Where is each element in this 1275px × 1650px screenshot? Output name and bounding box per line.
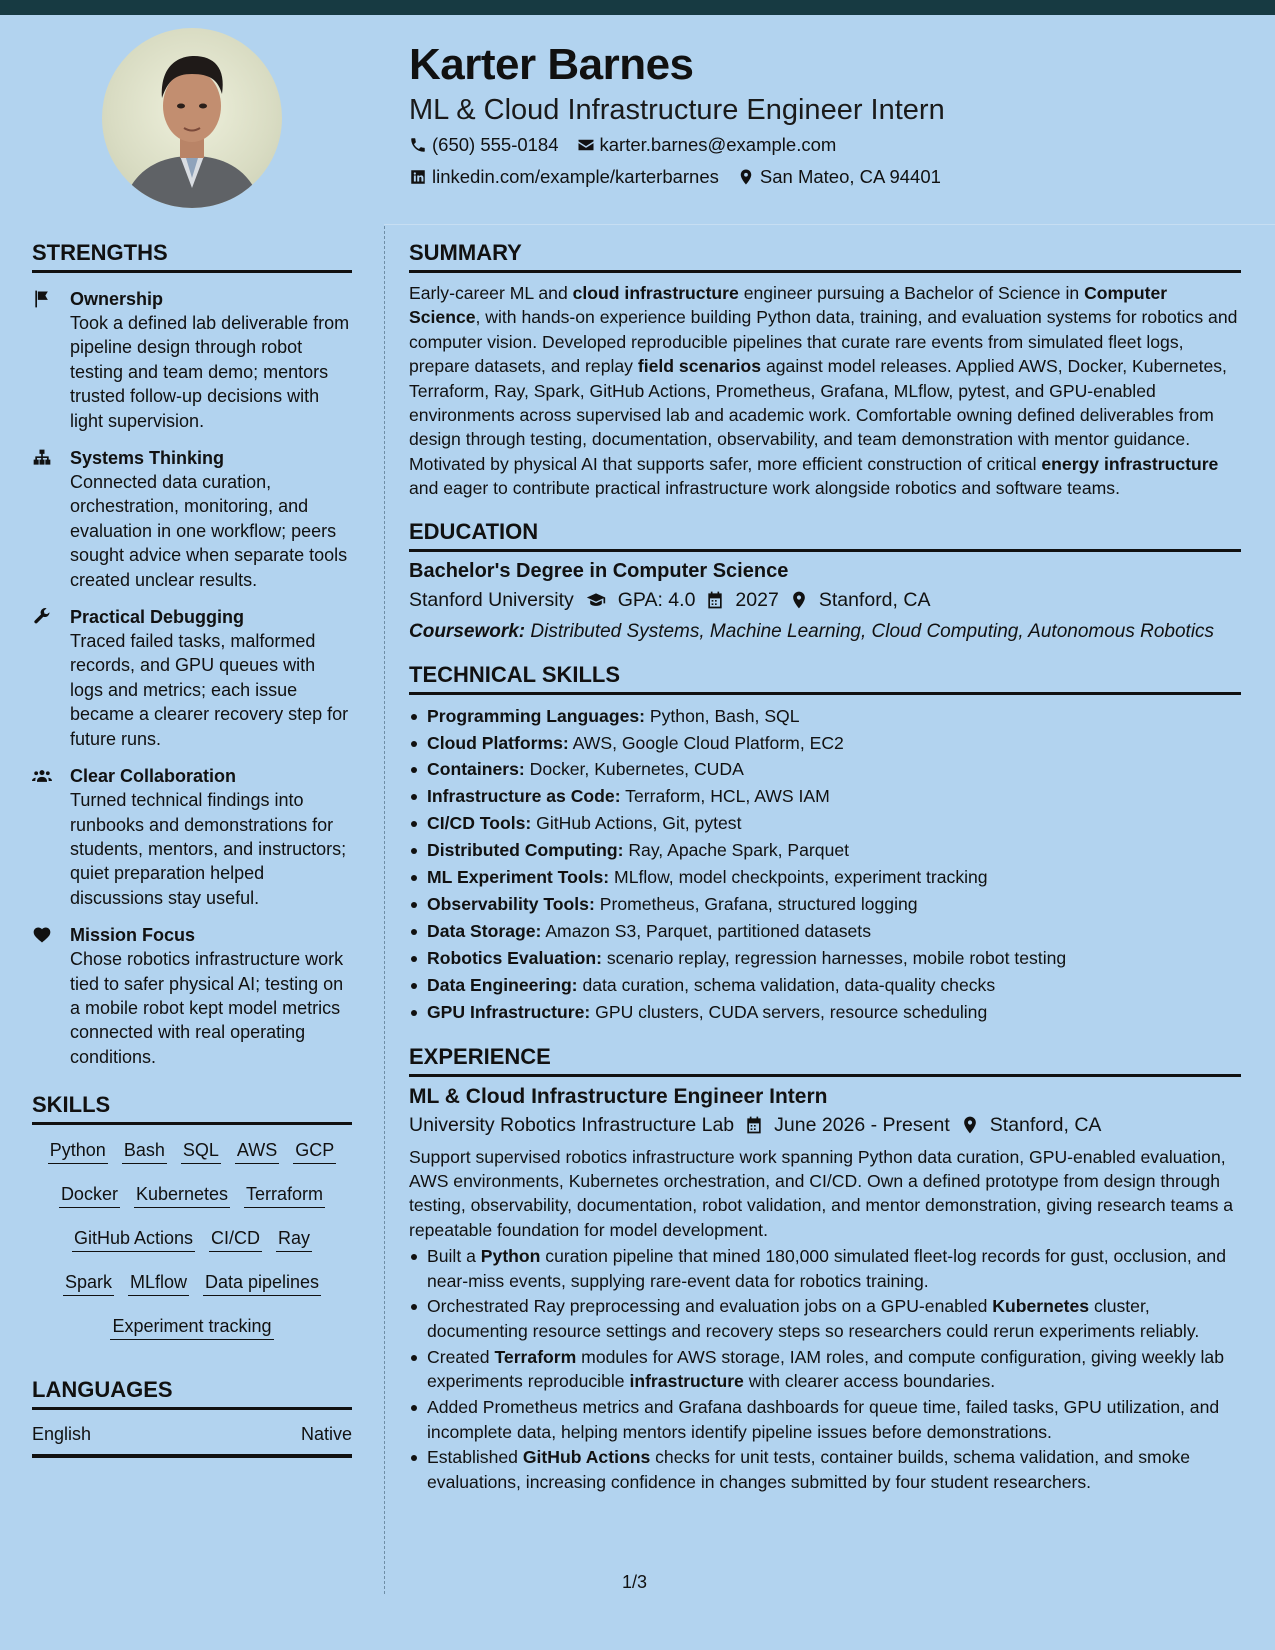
technical-skill-label: Robotics Evaluation: [427,947,602,968]
profile-photo [102,28,282,208]
job-bullet [409,1244,1241,1293]
strength-body [70,923,352,1069]
job-dates: June 2026 - Present [774,1113,950,1136]
strengths-heading: STRENGTHS [32,240,352,273]
job-bullet [409,1445,1241,1494]
technical-skill-item [409,999,1241,1026]
summary-segment: against model releases. Applied AWS, Docker, Kubernetes, Terraform, Ray, Spark, GitHub Actions, Prometheus, Grafana, MLflow, pytest, and GPU-enabled environments across supervised lab and academic work. Comfortable owning defined deliverables from design through testing, documentation, observability, and team demonstration with mentor guidance. Motivated by physical AI that supports safer, more efficient construction of critical [409,356,1227,474]
technical-skill-item [409,864,1241,891]
page-number: 1/3 [622,1572,648,1592]
flag-icon [32,287,56,433]
technical-skill-value: GitHub Actions, Git, pytest [536,813,742,834]
education-school: Stanford University [409,588,574,611]
sidebar [32,240,352,1458]
candidate-name: Karter Barnes [409,40,694,89]
experience-section [409,1044,1241,1495]
skill-tag: Kubernetes [134,1183,230,1208]
strength-body [70,605,352,751]
job-bullet [409,1395,1241,1444]
technical-skill-item [409,783,1241,810]
language-name: English [32,1424,92,1445]
technical-skill-value: Ray, Apache Spark, Parquet [628,840,850,861]
job-location: Stanford, CA [989,1113,1102,1136]
technical-skill-item [409,756,1241,783]
map-pin-icon [960,1115,980,1135]
contact-linkedin[interactable] [409,166,719,188]
education-heading: EDUCATION [409,519,1241,552]
education-gpa: GPA: 4.0 [617,588,696,611]
skills-heading: SKILLS [32,1092,352,1125]
education-location: Stanford, CA [818,588,931,611]
technical-skill-label: Programming Languages: [427,705,645,726]
strength-desc: Chose robotics infrastructure work tied to safer physical AI; testing on a mobile robot kept model metrics connected with real operating conditions. [70,949,344,1067]
strength-desc: Turned technical findings into runbooks and demonstrations for students, mentors, and instructors; quiet preparation helped discussions stay useful. [70,790,347,908]
graduation-cap-icon [584,590,608,610]
technical-skill-label: CI/CD Tools: [427,813,532,834]
bullet-segment: Kubernetes [992,1296,1090,1317]
calendar-icon [705,590,725,610]
technical-skill-label: Infrastructure as Code: [427,786,621,807]
skill-tags [32,1125,352,1359]
linkedin-text: linkedin.com/example/karterbarnes [432,166,719,187]
technical-skill-label: GPU Infrastructure: [427,1001,591,1022]
contact-phone[interactable] [409,134,559,156]
location-text: San Mateo, CA 94401 [759,166,941,187]
skill-tag: Docker [59,1183,120,1208]
bullet-segment: cluster, documenting resource settings and recovery steps so researchers could rerun experiments reliably. [427,1296,1200,1341]
strength-title: Practical Debugging [70,607,245,628]
strength-title: Systems Thinking [70,448,225,469]
contact-row-2 [409,166,941,188]
technical-skill-value: GPU clusters, CUDA servers, resource scheduling [595,1001,988,1022]
bullet-segment: Added Prometheus metrics and Grafana dashboards for queue time, failed tasks, GPU utilization, and incomplete data, helping mentors identify pipeline issues before demonstrations. [427,1397,1220,1442]
strength-body [70,446,352,592]
skill-tag: AWS [235,1139,279,1164]
summary-segment: engineer pursuing a Bachelor of Science in [738,283,1085,303]
languages-section [32,1377,352,1458]
strength-item [32,605,352,751]
contact-location [737,166,941,188]
technical-skill-item [409,810,1241,837]
technical-skill-label: Observability Tools: [427,894,595,914]
skill-tag: Bash [122,1139,167,1164]
technical-skill-label: ML Experiment Tools: [427,867,610,888]
coursework-label: Coursework: [409,620,526,642]
job-org: University Robotics Infrastructure Lab [409,1113,735,1136]
technical-skill-value: AWS, Google Cloud Platform, EC2 [572,732,844,753]
coursework [409,620,1241,644]
strength-body [70,764,352,910]
technical-skill-item [409,945,1241,972]
map-pin-icon [789,590,809,610]
linkedin-icon [409,168,427,186]
technical-skill-value: Amazon S3, Parquet, partitioned datasets [545,920,871,941]
technical-skills-list [409,703,1241,1026]
job-meta [409,1114,1241,1137]
bullet-segment: Python [480,1246,541,1267]
contact-email[interactable] [577,134,837,156]
summary-segment: cloud infrastructure [572,283,739,303]
skill-tag: Spark [63,1271,114,1296]
candidate-role: ML & Cloud Infrastructure Engineer Intern [409,94,945,126]
skill-tag: GCP [293,1139,336,1164]
summary-heading: SUMMARY [409,240,1241,273]
strength-title: Clear Collaboration [70,766,237,787]
summary-segment: field scenarios [637,356,762,377]
education-degree: Bachelor's Degree in Computer Science [409,559,789,582]
summary-segment: Computer Science [409,283,1168,328]
bullet-segment: curation pipeline that mined 180,000 simulated fleet-log records for gust, occlusion, and near-miss events, supplying rare-event data for robotics training. [427,1246,1227,1291]
bullet-segment: modules for AWS storage, IAM roles, and compute configuration, giving weekly lab experiments reproducible [427,1346,1225,1392]
technical-skill-label: Containers: [427,759,525,780]
strength-item [32,923,352,1069]
column-divider [384,226,385,1594]
main-column [409,240,1241,1496]
technical-skill-value: MLflow, model checkpoints, experiment tracking [614,867,988,888]
sitemap-icon [32,446,56,592]
bullet-segment: GitHub Actions [522,1447,651,1468]
bullet-segment: infrastructure [629,1371,744,1392]
top-bar [0,0,1275,15]
map-pin-icon [737,168,755,186]
strength-item [32,287,352,433]
summary-segment: , with hands-on experience building Python data, training, and evaluation systems for robotics and computer vision. Developed reproducible pipelines that curate rare events from simulated fleet logs, prepare datasets, and replay [409,307,1238,377]
skill-tag: CI/CD [209,1227,262,1252]
bullet-segment: with clearer access boundaries. [743,1371,996,1392]
contact-row-1 [409,134,836,156]
technical-skill-label: Data Storage: [427,920,542,941]
technical-skill-label: Data Engineering: [427,974,578,995]
technical-skills-section [409,662,1241,1026]
technical-skill-value: Prometheus, Grafana, structured logging [599,894,918,914]
education-section [409,519,1241,644]
skill-tag: Python [48,1139,108,1164]
phone-icon [409,136,427,154]
coursework-list: Distributed Systems, Machine Learning, Cloud Computing, Autonomous Robotics [530,620,1215,642]
technical-skill-value: Python, Bash, SQL [649,705,800,726]
strength-item [32,446,352,592]
users-icon [32,764,56,910]
email-text: karter.barnes@example.com [599,134,837,155]
bullet-segment: Terraform [494,1346,577,1367]
skill-tag: Ray [276,1227,312,1252]
calendar-icon [744,1115,764,1135]
strength-desc: Traced failed tasks, malformed records, and GPU queues with logs and metrics; each issue became a clearer recovery step for future runs. [70,631,349,749]
strength-desc: Took a defined lab deliverable from pipeline design through robot testing and team demo; mentors trusted follow-up decisions with light supervision. [70,313,350,431]
skills-section [32,1092,352,1359]
summary-segment: and eager to contribute practical infrastructure work alongside robotics and software teams. [409,478,1120,499]
strength-desc: Connected data curation, orchestration, monitoring, and evaluation in one workflow; peers sought advice when separate tools created unclear results. [70,472,348,590]
technical-skill-value: data curation, schema validation, data-quality checks [582,974,996,995]
bullet-segment: Orchestrated Ray preprocessing and evaluation jobs on a GPU-enabled [427,1296,993,1317]
wrench-icon [32,605,56,751]
strength-title: Ownership [70,289,164,309]
skill-tag: Experiment tracking [110,1315,273,1340]
bullet-segment: checks for unit tests, container builds, schema validation, and smoke evaluations, increasing confidence in changes submitted by four student researchers. [427,1447,1191,1492]
experience-heading: EXPERIENCE [409,1044,1241,1077]
strength-title: Mission Focus [70,925,196,946]
language-row [32,1410,352,1458]
strength-item [32,764,352,910]
job-bullet [409,1345,1241,1394]
skill-tag: MLflow [128,1271,189,1296]
technical-skill-item [409,972,1241,999]
technical-skill-value: Docker, Kubernetes, CUDA [529,759,744,780]
technical-skill-item [409,891,1241,918]
skill-tag: SQL [181,1139,221,1164]
education-meta [409,589,1241,612]
technical-skill-item [409,918,1241,945]
summary-segment: Early-career ML and [409,283,573,303]
envelope-icon [577,136,595,154]
technical-skill-label: Distributed Computing: [427,840,624,861]
technical-skills-heading: TECHNICAL SKILLS [409,662,1241,695]
summary-text [409,281,1241,501]
technical-skill-item [409,837,1241,864]
technical-skill-value: Terraform, HCL, AWS IAM [625,786,830,807]
heart-icon [32,923,56,1069]
bullet-segment: Created [427,1346,495,1367]
language-level: Native [300,1424,352,1445]
summary-segment: energy infrastructure [1041,453,1219,474]
job-bullets [409,1244,1241,1494]
job-description: Support supervised robotics infrastructure work spanning Python data curation, GPU-enabled evaluation, AWS environments, Kubernetes orchestration, and CI/CD. Own a defined prototype from design through testing, observability, documentation, robot validation, and mentor demonstration, giving research teams a repeatable foundation for model development. [409,1146,1234,1240]
strengths-list [32,287,352,1069]
technical-skill-item [409,703,1241,730]
phone-text: (650) 555-0184 [432,134,559,155]
job-bullet [409,1294,1241,1343]
skill-tag: GitHub Actions [72,1227,195,1252]
education-year: 2027 [735,588,779,611]
technical-skill-label: Cloud Platforms: [427,732,569,753]
skill-tag: Terraform [244,1183,325,1208]
languages-heading: LANGUAGES [32,1377,352,1410]
job-title: ML & Cloud Infrastructure Engineer Intern [409,1084,828,1108]
technical-skill-item [409,730,1241,757]
bullet-segment: Built a [427,1246,481,1267]
skill-tag: Data pipelines [203,1271,321,1296]
technical-skill-value: scenario replay, regression harnesses, mobile robot testing [606,947,1067,968]
bullet-segment: Established [427,1447,523,1468]
header-divider [384,224,1275,225]
strength-body [70,287,352,433]
